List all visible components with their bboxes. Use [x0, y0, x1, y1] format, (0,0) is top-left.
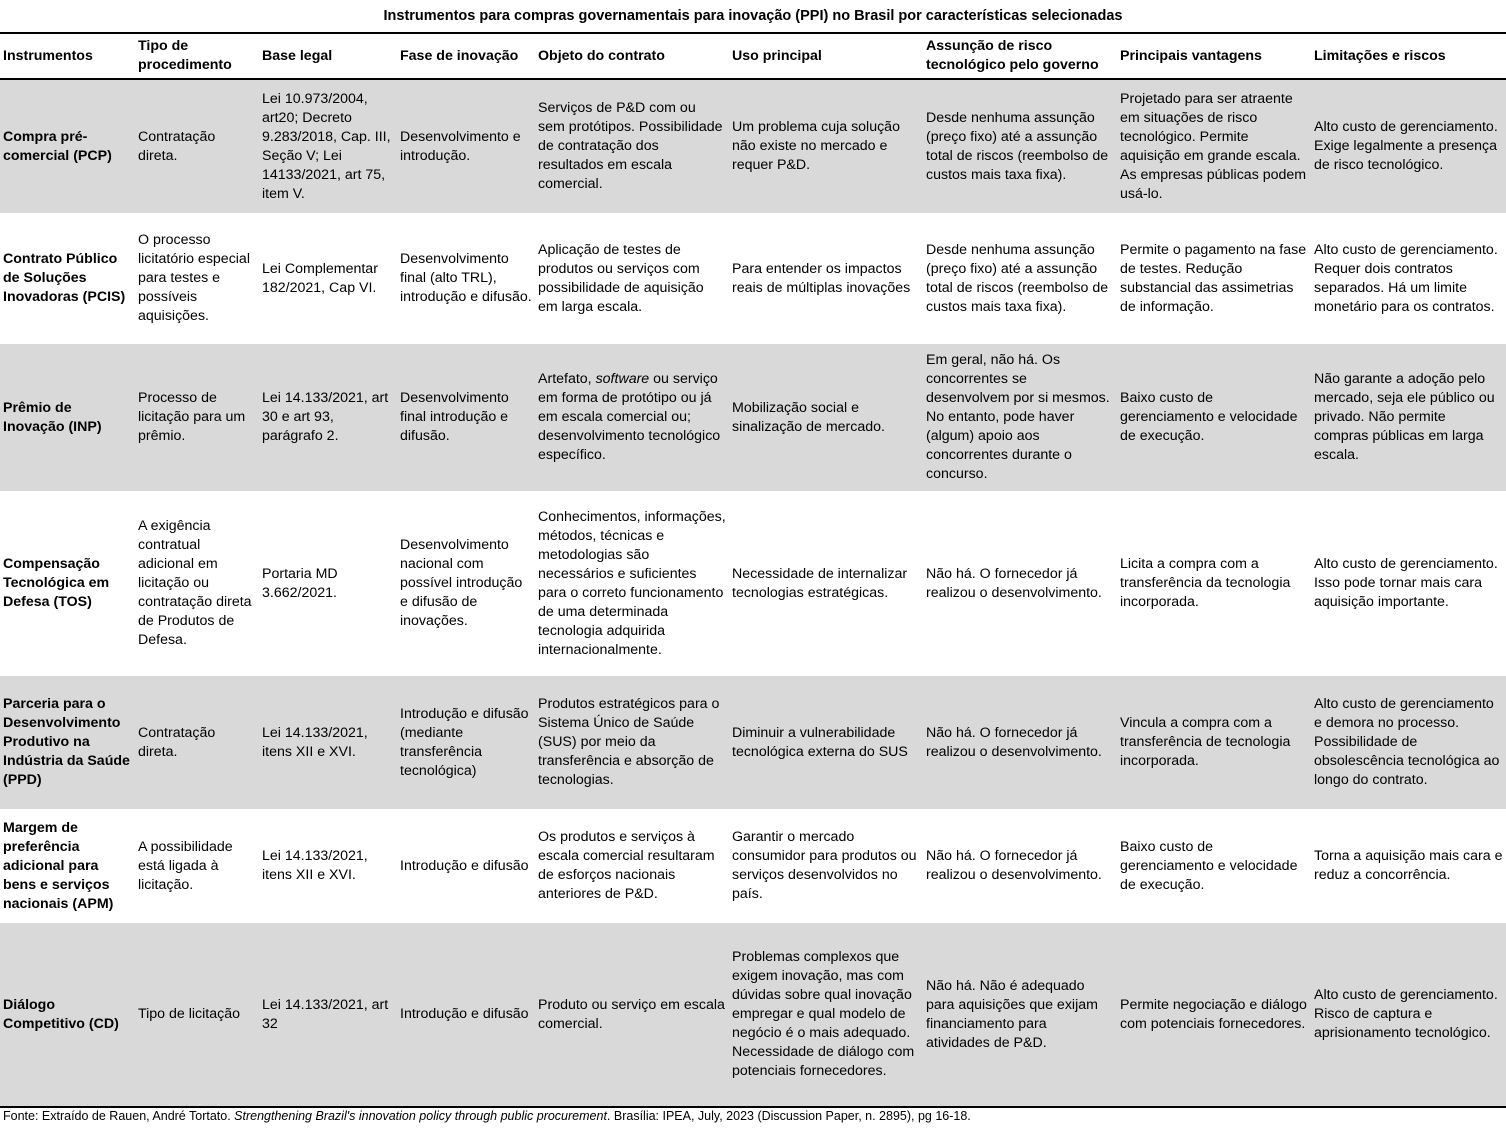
table-cell: Licita a compra com a transferência da tecnologia incorporada.	[1117, 491, 1311, 676]
column-header: Principais vantagens	[1117, 33, 1311, 79]
instrument-cell: Parceria para o Desenvolvimento Produtivo na Indústria da Saúde (PPD)	[0, 676, 135, 809]
column-header: Tipo de procedimento	[135, 33, 259, 79]
table-cell: Não há. O fornecedor já realizou o desenvolvimento.	[923, 491, 1117, 676]
table-cell: Contratação direta.	[135, 79, 259, 213]
table-cell: Baixo custo de gerenciamento e velocidade de execução.	[1117, 809, 1311, 923]
table-cell: Mobilização social e sinalização de mercado.	[729, 344, 923, 491]
table-cell: Desenvolvimento final (alto TRL), introdução e difusão.	[397, 213, 535, 344]
table-row	[0, 344, 1506, 491]
table-title: Instrumentos para compras governamentais para inovação (PPI) no Brasil por características selecionadas	[383, 8, 1123, 24]
table-cell: Alto custo de gerenciamento. Exige legalmente a presença de risco tecnológico.	[1311, 79, 1506, 213]
table-cell: Alto custo de gerenciamento. Requer dois contratos separados. Há um limite monetário para os contratos.	[1311, 213, 1506, 344]
table-row	[0, 923, 1506, 1107]
table-cell: Necessidade de internalizar tecnologias estratégicas.	[729, 491, 923, 676]
column-header: Limitações e riscos	[1311, 33, 1506, 79]
table-cell: Para entender os impactos reais de múltiplas inovações	[729, 213, 923, 344]
table-cell: Desenvolvimento nacional com possível introdução e difusão de inovações.	[397, 491, 535, 676]
table-cell: Contratação direta.	[135, 676, 259, 809]
table-cell: Não há. O fornecedor já realizou o desenvolvimento.	[923, 676, 1117, 809]
table-cell: Produto ou serviço em escala comercial.	[535, 923, 729, 1107]
table-cell: Projetado para ser atraente em situações de risco tecnológico. Permite aquisição em grande escala. As empresas públicas podem usá-lo.	[1117, 79, 1311, 213]
instrument-cell: Margem de preferência adicional para bens e serviços nacionais (APM)	[0, 809, 135, 923]
source-note: Fonte: Extraído de Rauen, André Tortato. Strengthening Brazil's innovation policy through public procurement. Brasília: IPEA, July, 2023 (Discussion Paper, n. 2895), pg 16-18.	[3, 1109, 971, 1123]
instrument-cell: Compensação Tecnológica em Defesa (TOS)	[0, 491, 135, 676]
table-cell: Permite negociação e diálogo com potenciais fornecedores.	[1117, 923, 1311, 1107]
instrument-cell: Contrato Público de Soluções Inovadoras (PCIS)	[0, 213, 135, 344]
table-cell: Lei 14.133/2021, itens XII e XVI.	[259, 809, 397, 923]
table-cell: Processo de licitação para um prêmio.	[135, 344, 259, 491]
table-cell: Garantir o mercado consumidor para produtos ou serviços desenvolvidos no país.	[729, 809, 923, 923]
table-cell: Alto custo de gerenciamento. Risco de captura e aprisionamento tecnológico.	[1311, 923, 1506, 1107]
table-cell: Não há. O fornecedor já realizou o desenvolvimento.	[923, 809, 1117, 923]
table-cell: Torna a aquisição mais cara e reduz a concorrência.	[1311, 809, 1506, 923]
table-cell: Um problema cuja solução não existe no mercado e requer P&D.	[729, 79, 923, 213]
table-cell: Não garante a adoção pelo mercado, seja ele público ou privado. Não permite compras públicas em larga escala.	[1311, 344, 1506, 491]
table-cell: Vincula a compra com a transferência de tecnologia incorporada.	[1117, 676, 1311, 809]
table-cell: Artefato, software ou serviço em forma de protótipo ou já em escala comercial ou; desenvolvimento tecnológico específico.	[535, 344, 729, 491]
instrument-cell: Compra pré-comercial (PCP)	[0, 79, 135, 213]
table-cell: Introdução e difusão	[397, 923, 535, 1107]
ppi-instruments-table	[0, 32, 1506, 1108]
table-cell: Baixo custo de gerenciamento e velocidade de execução.	[1117, 344, 1311, 491]
table-cell: A possibilidade está ligada à licitação.	[135, 809, 259, 923]
table-cell: Lei Complementar 182/2021, Cap VI.	[259, 213, 397, 344]
table-cell: Não há. Não é adequado para aquisições que exijam financiamento para atividades de P&D.	[923, 923, 1117, 1107]
table-row	[0, 213, 1506, 344]
column-header: Objeto do contrato	[535, 33, 729, 79]
table-cell: Lei 14.133/2021, art 32	[259, 923, 397, 1107]
table-cell: Desenvolvimento final introdução e difusão.	[397, 344, 535, 491]
table-cell: Introdução e difusão	[397, 809, 535, 923]
table-cell: Produtos estratégicos para o Sistema Único de Saúde (SUS) por meio da transferência e absorção de tecnologias.	[535, 676, 729, 809]
table-cell: Lei 14.133/2021, itens XII e XVI.	[259, 676, 397, 809]
table-cell: Portaria MD 3.662/2021.	[259, 491, 397, 676]
table-cell: Introdução e difusão (mediante transferência tecnológica)	[397, 676, 535, 809]
table-cell: Desde nenhuma assunção (preço fixo) até a assunção total de riscos (reembolso de custos mais taxa fixa).	[923, 213, 1117, 344]
table-cell: Lei 14.133/2021, art 30 e art 93, parágrafo 2.	[259, 344, 397, 491]
table-cell: Em geral, não há. Os concorrentes se desenvolvem por si mesmos. No entanto, pode haver (algum) apoio aos concorrentes durante o concurso.	[923, 344, 1117, 491]
header-row	[0, 33, 1506, 79]
table-cell: Problemas complexos que exigem inovação, mas com dúvidas sobre qual inovação empregar e qual modelo de negócio é o mais adequado. Necessidade de diálogo com potenciais fornecedores.	[729, 923, 923, 1107]
table-cell: Desenvolvimento e introdução.	[397, 79, 535, 213]
column-header: Assunção de risco tecnológico pelo governo	[923, 33, 1117, 79]
table-row	[0, 676, 1506, 809]
table-cell: O processo licitatório especial para testes e possíveis aquisições.	[135, 213, 259, 344]
column-header: Instrumentos	[0, 33, 135, 79]
table-cell: Conhecimentos, informações, métodos, técnicas e metodologias são necessários e suficientes para o correto funcionamento de uma determinada tecnologia adquirida internacionalmente.	[535, 491, 729, 676]
column-header: Uso principal	[729, 33, 923, 79]
table-cell: Diminuir a vulnerabilidade tecnológica externa do SUS	[729, 676, 923, 809]
table-cell: Tipo de licitação	[135, 923, 259, 1107]
table-cell: Serviços de P&D com ou sem protótipos. Possibilidade de contratação dos resultados em escala comercial.	[535, 79, 729, 213]
table-cell: Lei 10.973/2004, art20; Decreto 9.283/2018, Cap. III, Seção V; Lei 14133/2021, art 75, item V.	[259, 79, 397, 213]
table-cell: Aplicação de testes de produtos ou serviços com possibilidade de aquisição em larga escala.	[535, 213, 729, 344]
table-cell: Permite o pagamento na fase de testes. Redução substancial das assimetrias de informação.	[1117, 213, 1311, 344]
table-cell: Alto custo de gerenciamento. Isso pode tornar mais cara aquisição importante.	[1311, 491, 1506, 676]
table-row	[0, 79, 1506, 213]
instrument-cell: Diálogo Competitivo (CD)	[0, 923, 135, 1107]
table-cell: Alto custo de gerenciamento e demora no processo. Possibilidade de obsolescência tecnológica ao longo do contrato.	[1311, 676, 1506, 809]
table-cell: A exigência contratual adicional em licitação ou contratação direta de Produtos de Defesa.	[135, 491, 259, 676]
column-header: Fase de inovação	[397, 33, 535, 79]
column-header: Base legal	[259, 33, 397, 79]
instrument-cell: Prêmio de Inovação (INP)	[0, 344, 135, 491]
table-cell: Os produtos e serviços à escala comercial resultaram de esforços nacionais anteriores de P&D.	[535, 809, 729, 923]
table-cell: Desde nenhuma assunção (preço fixo) até a assunção total de riscos (reembolso de custos mais taxa fixa).	[923, 79, 1117, 213]
table-row	[0, 809, 1506, 923]
table-row	[0, 491, 1506, 676]
